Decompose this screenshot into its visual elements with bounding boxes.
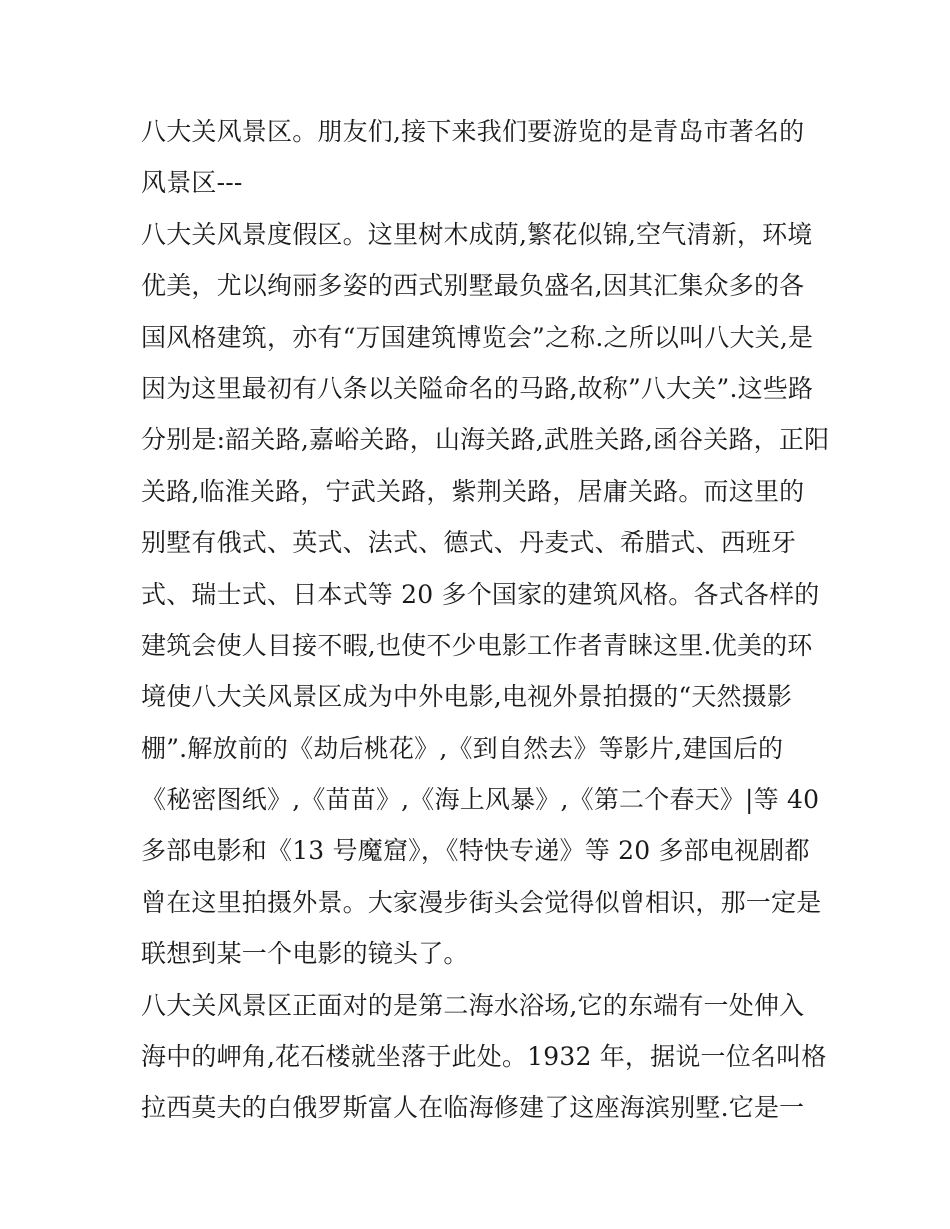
text-line: 八大关风景度假区。这里树木成荫,繁花似锦,空气清新，环境 [141, 219, 813, 249]
text-line: 分别是:韶关路,嘉峪关路，山海关路,武胜关路,函谷关路，正阳 [141, 425, 830, 455]
text-line: 国风格建筑，亦有“万国建筑博览会”之称.之所以叫八大关,是 [141, 322, 814, 352]
text-line: 八大关风景区正面对的是第二海水浴场,它的东端有一处伸入 [141, 990, 805, 1020]
text-line: 《秘密图纸》,《苗苗》,《海上风暴》,《第二个春天》|等 40 [141, 785, 820, 815]
text-line: 拉西莫夫的白俄罗斯富人在临海修建了这座海滨别墅.它是一 [141, 1093, 805, 1123]
text-line: 风景区--- [141, 168, 243, 198]
text-line: 多部电影和《13 号魔窟》，《特快专递》等 20 多部电视剧都 [141, 836, 810, 866]
text-line: 八大关风景区。朋友们,接下来我们要游览的是青岛市著名的 [141, 117, 805, 146]
text-line: 曾在这里拍摄外景。大家漫步街头会觉得似曾相识，那一定是 [141, 887, 822, 917]
text-line: 别墅有俄式、英式、法式、德式、丹麦式、希腊式、西班牙 [141, 528, 797, 558]
text-line: 境使八大关风景区成为中外电影,电视外景拍摄的“天然摄影 [141, 682, 793, 712]
text-line: 棚”.解放前的《劫后桃花》,《到自然去》等影片,建国后的 [141, 733, 784, 763]
text-line: 联想到某一个电影的镜头了。 [141, 939, 469, 969]
text-line: 关路,临淮关路，宁武关路，紫荆关路，居庸关路。而这里的 [141, 476, 805, 506]
text-line: 海中的岬角,花石楼就坐落于此处。1932 年，据说一位名叫格 [141, 1042, 827, 1072]
text-line: 式、瑞士式、日本式等 20 多个国家的建筑风格。各式各样的 [141, 579, 820, 609]
body-text [141, 106, 830, 1134]
text-line: 建筑会使人目接不暇,也使不少电影工作者青睐这里.优美的环 [141, 630, 813, 660]
text-line: 优美，尤以绚丽多姿的西式别墅最负盛名,因其汇集众多的各 [141, 271, 805, 301]
text-line: 因为这里最初有八条以关隘命名的马路,故称”八大关”.这些路 [141, 373, 814, 403]
